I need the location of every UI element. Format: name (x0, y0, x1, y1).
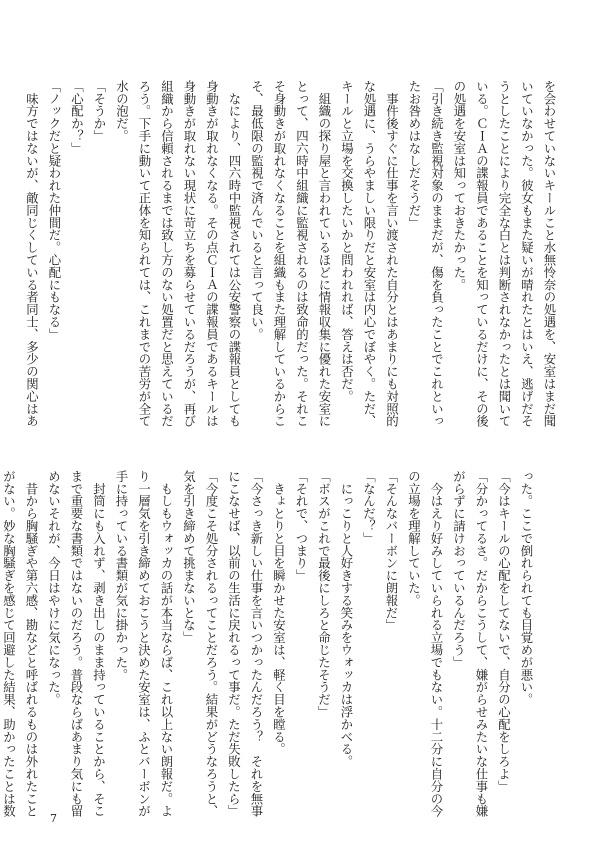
lower-text-block: った。ここで倒れられても目覚めが悪い。 「今はキールの心配をしてないで、自分の心配をしろよ」 「分かってるさ。だからこうして、嫌がらせみたいな仕事も嫌 がらずに請けおっているんだろう」 今はえり好みしていられる立場でもない。十二分に自分の今 の立場を理解していた。 「そんなバーボンに朗報だ」 「なんだ？」 にっこりと人好きする笑みをウォッカは浮かべる。 「ボスがこれで最後にしろと命じたそうだ」 「それで、つまり」 きょとりと目を瞬かせた安室は、軽く目を瞠る。 「今さっき新しい仕事を言いつかったんだろう？ それを無事 にこなせば、以前の生活に戻れるって事だ。ただ失敗したら」 「今度こそ処分されるってことだろう。結果がどうなろうと、 気を引き締めて挑まないとな」 もしもウォッカの話が本当ならば、これ以上ない朗報だ。よ り一層気を引き締めておこうと決めた安室は、ふとバーボンが 手に持っている書類が気に掛かった。 封筒にも入れず、剥き出しのまま持っていることから、そこ まで重要な書類ではないのだろう。普段ならばあまり気にも留 めないそれが、今日はやけに気になった。 昔から胸騒ぎや第六感、勘などと呼ばれるものは外れたこと がない。妙な胸騒ぎを感じて回避した結果、助かったことは数 (1, 470, 534, 818)
upper-text-block: を会わせていないキールこと水無怜奈の処遇を、安室はまだ聞 いていなかった。彼女もまた疑いが晴れたとはいえ、逃げだそ うとしたことにより完全な白とは判断されなかったとは聞いて いる。ＣＩＡの諜報員であることを知っているだけに、その後 の処遇を安室は知っておきたかった。 「引き続き監視対象のままだが、傷を負ったことでこれといっ たお咎めはなしだそうだ」 事件後すぐに仕事を言い渡された自分とはあまりにも対照的 な処遇に、うらやましい限りだと安室は内心でぼやく。ただ、 キールと立場を交換したいかと問われれば、答えは否だ。 組織の探り屋と言われているほどに情報収集に優れた安室に とって、四六時中組織に監視されるのは致命的だった。それこ そ身動きが取れなくなることを組織もまた理解しているからこ そ、最低限の監視で済んでいると言って良い。 なにより、四六時中監視されては公安警察の諜報員としても 身動きが取れなくなる。その点ＣＩＡの諜報員であるキールは 身動きが取れない現状に苛立ちを募らせているだろうが、再び 組織から信頼されるまでは致し方のない処置だと思えているだ ろう。下手に動いて正体を知られては、これまでの苦労が全て 水の泡だ。 「そうか」 「心配か？」 「ノックだと疑われた仲間だ。心配にもなる」 味方ではないが、敵同じくしている者同士、多少の関心はあ (24, 80, 557, 428)
page-number: 7 (50, 812, 57, 825)
